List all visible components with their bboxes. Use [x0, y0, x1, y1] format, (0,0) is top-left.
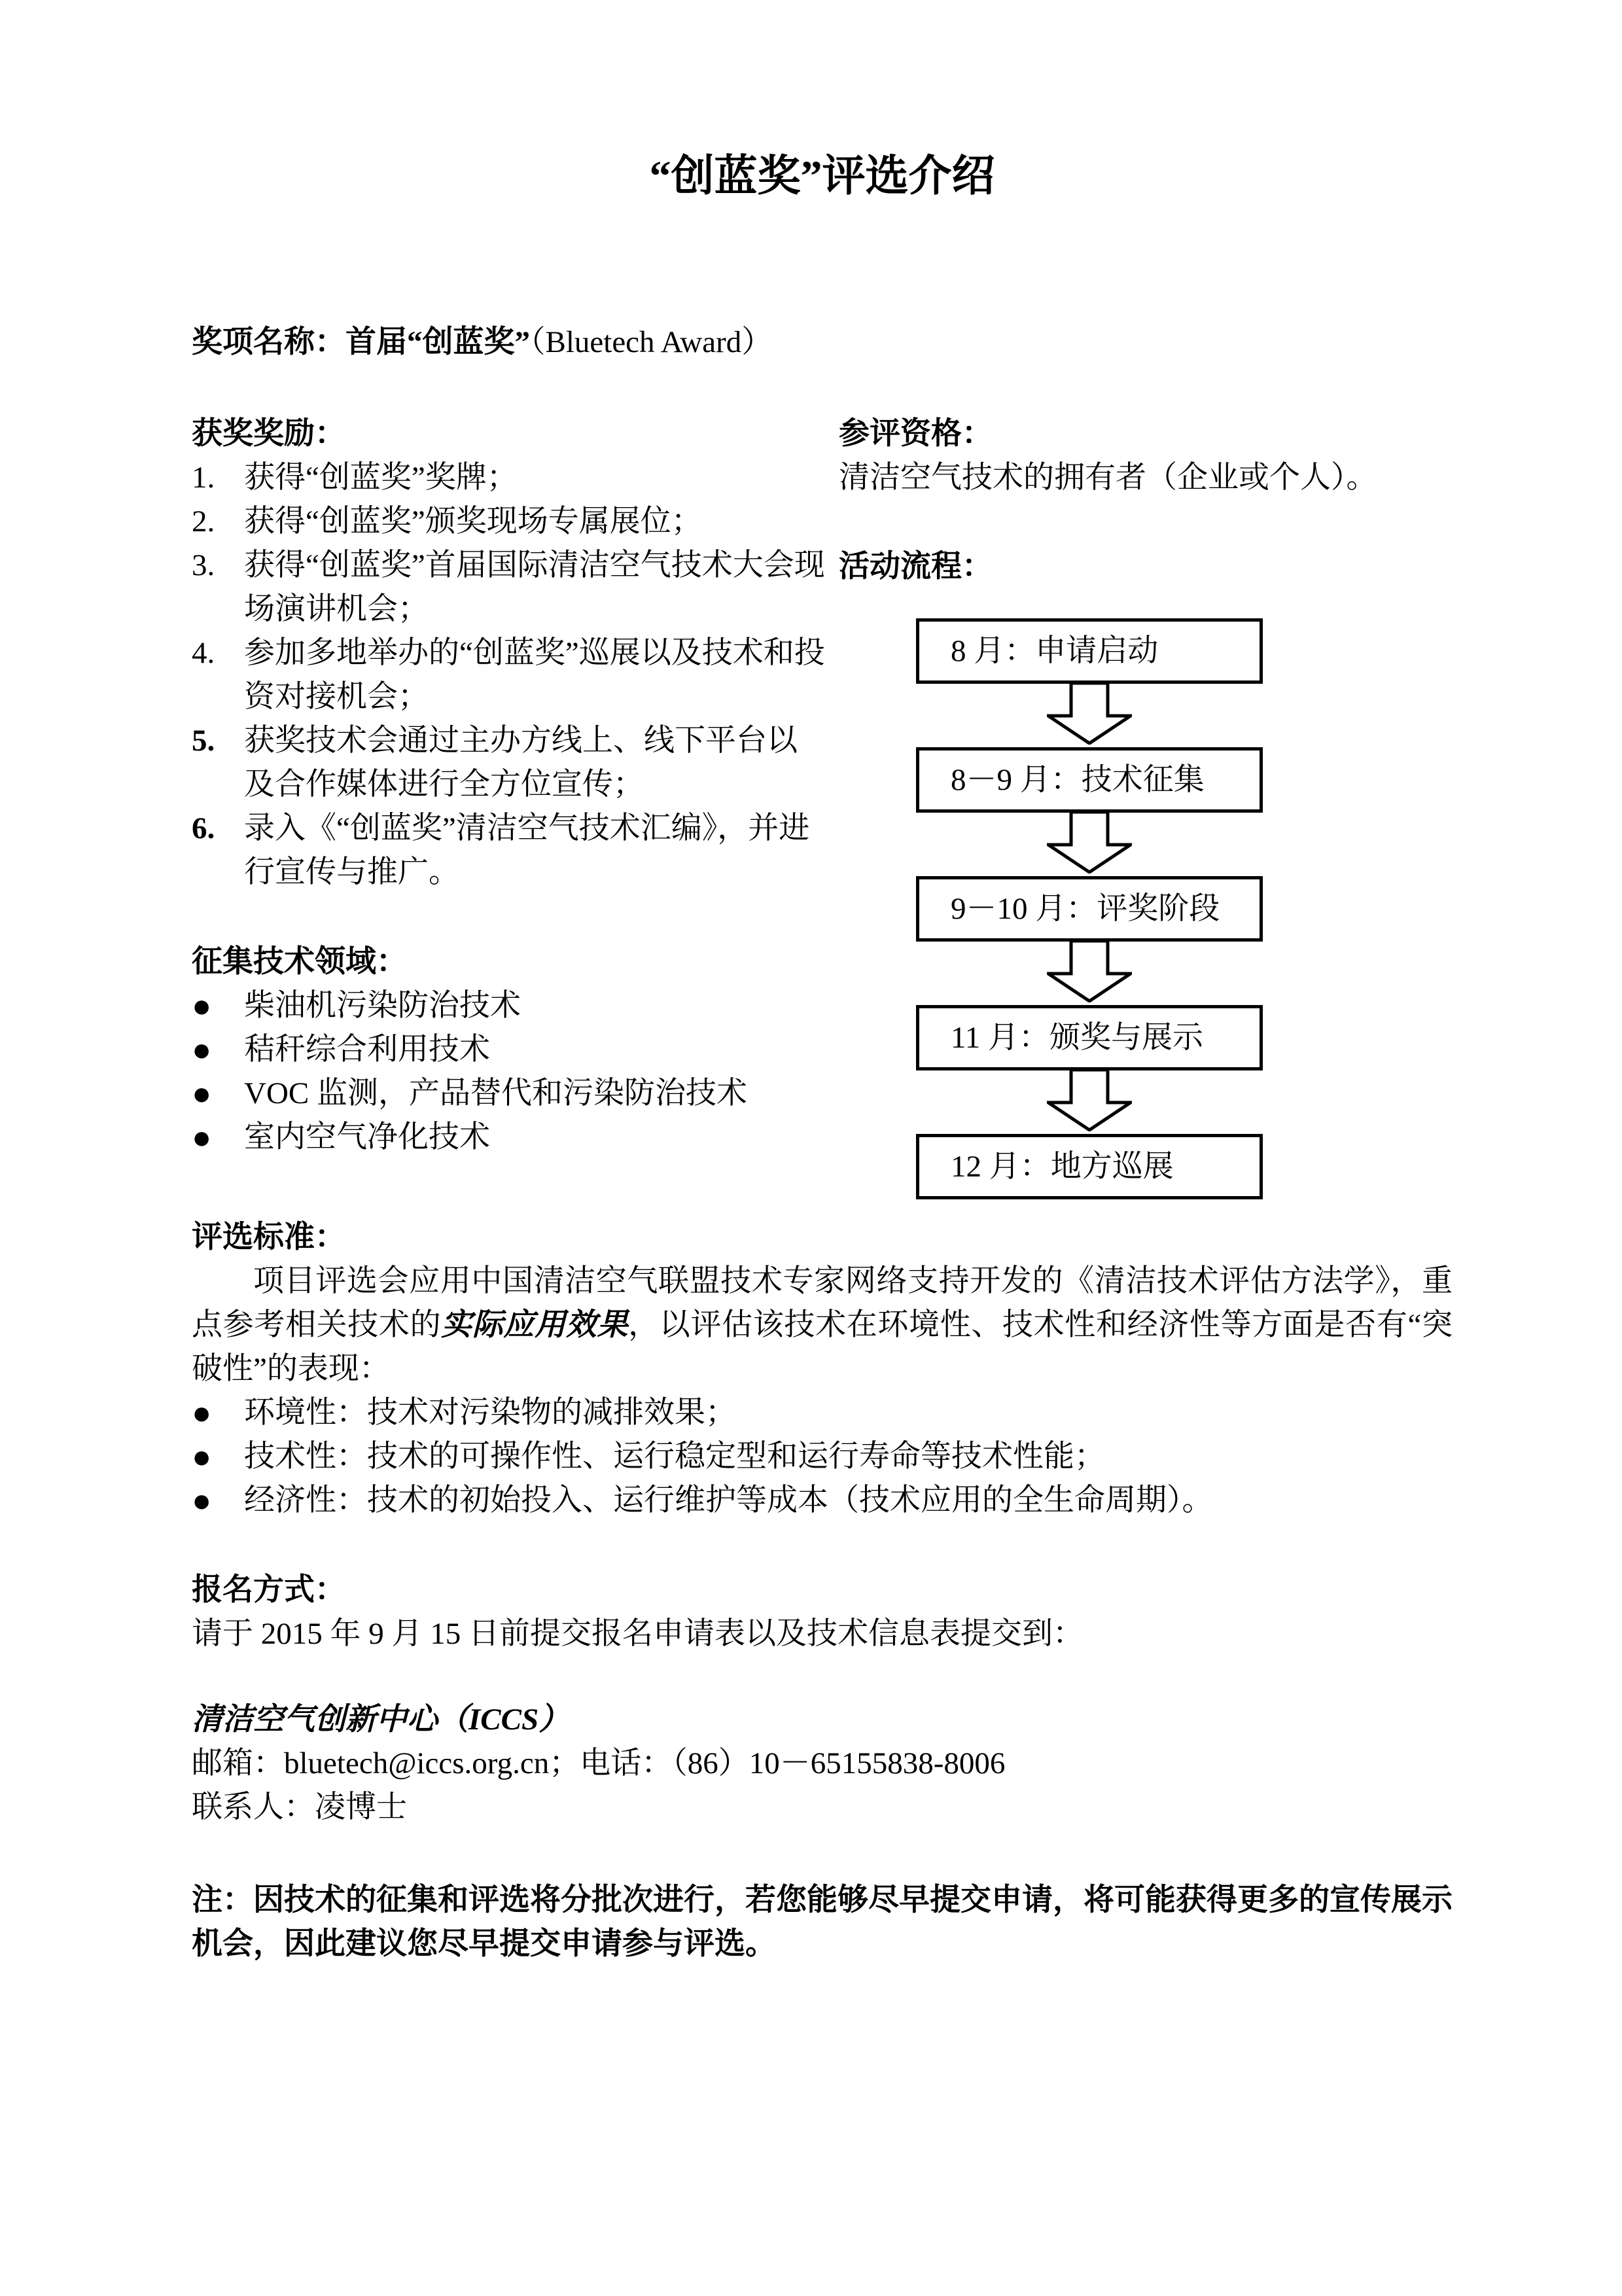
qualification-text: 清洁空气技术的拥有者（企业或个人）。 [839, 461, 1377, 495]
phone-label: ；电话： [549, 1746, 673, 1780]
bullet-icon: ● [192, 1394, 212, 1431]
rewards-list [192, 456, 826, 894]
email-address: bluetech@iccs.org.cn [284, 1746, 550, 1780]
fields-list-item [192, 1072, 826, 1116]
flow-connector [916, 942, 1263, 1005]
fields-list-item [192, 1028, 826, 1072]
rewards-list-item [192, 500, 826, 544]
fields-list-item [192, 984, 826, 1028]
rewards-list-item [192, 456, 826, 500]
fields-list [192, 984, 826, 1159]
list-number: 5. [192, 724, 215, 758]
flow-step [839, 1134, 1453, 1199]
list-number: 2. [192, 504, 215, 539]
flow-step-box [916, 747, 1263, 813]
flow-step-label: 11 月：颁奖与展示 [951, 1020, 1204, 1055]
fields-item-text: 室内空气净化技术 [244, 1120, 490, 1154]
page-title: “创蓝奖”评选介绍 [649, 152, 995, 200]
flow-connector [916, 813, 1263, 876]
contact-person: 联系人：凌博士 [192, 1790, 407, 1824]
two-column-section [192, 412, 1453, 1199]
criteria-text-emphasis: 实际应用效果 [441, 1308, 629, 1342]
rewards-list-item [192, 631, 826, 719]
criteria-list [192, 1391, 1453, 1523]
rewards-item-text: 获得“创蓝奖”奖牌； [244, 461, 518, 495]
flow-step-label: 12 月：地方巡展 [951, 1149, 1174, 1184]
flow-step-label: 8 月：申请启动 [951, 633, 1159, 668]
flow-step-label: 8－9 月：技术征集 [951, 762, 1205, 797]
fields-list-item [192, 1116, 826, 1159]
award-name-bold: 奖项名称：首届“创蓝奖” [192, 325, 530, 359]
flow-step-box [916, 1005, 1263, 1070]
criteria-list-item [192, 1435, 1453, 1479]
flow-step-box [916, 618, 1263, 684]
registration-heading: 报名方式： [192, 1573, 345, 1607]
rewards-list-item [192, 807, 826, 894]
rewards-item-text: 获得“创蓝奖”颁奖现场专属展位； [244, 504, 702, 539]
note-paragraph: 注：因技术的征集和评选将分批次进行，若您能够尽早提交申请，将可能获得更多的宣传展示机会，因此建议您尽早提交申请参与评选。 [192, 1883, 1453, 1961]
flow-step-label: 9－10 月：评奖阶段 [951, 891, 1220, 926]
flow-step [839, 1005, 1453, 1134]
down-arrow-icon [1047, 813, 1132, 876]
rewards-item-text: 录入《“创蓝奖”清洁空气技术汇编》，并进行宣传与推广。 [244, 811, 810, 889]
criteria-heading: 评选标准： [192, 1220, 345, 1254]
rewards-heading: 获奖奖励： [192, 417, 345, 451]
fields-item-text: 柴油机污染防治技术 [244, 989, 521, 1023]
right-column [839, 412, 1453, 1199]
criteria-text-pre: 项目评选会应用中国清洁空气联盟技术专家网络支持开发的《清洁技术评估方法学》，重点参考相关技术的 [192, 1264, 1453, 1342]
criteria-list-item [192, 1391, 1453, 1435]
flow-connector [916, 1070, 1263, 1134]
criteria-item-text: 技术性：技术的可操作性、运行稳定型和运行寿命等技术性能； [244, 1439, 1105, 1474]
fields-item-text: 秸秆综合利用技术 [244, 1033, 490, 1067]
left-column [192, 412, 826, 1159]
bullet-icon: ● [192, 1031, 212, 1068]
rewards-item-text: 获奖技术会通过主办方线上、线下平台以及合作媒体进行全方位宣传； [244, 724, 798, 802]
rewards-list-item [192, 719, 826, 807]
award-name-line [192, 321, 1453, 364]
rewards-item-text: 获得“创蓝奖”首届国际清洁空气技术大会现场演讲机会； [244, 548, 825, 626]
flow-step [839, 618, 1453, 747]
list-number: 3. [192, 548, 215, 582]
organization-name: 清洁空气创新中心（ICCS） [192, 1703, 570, 1737]
criteria-paragraph [192, 1260, 1453, 1391]
bullet-icon: ● [192, 987, 212, 1024]
process-flowchart [839, 618, 1453, 1199]
bullet-icon: ● [192, 1075, 212, 1112]
down-arrow-icon [1047, 942, 1132, 1005]
process-heading: 活动流程： [839, 550, 993, 584]
flow-step-box [916, 876, 1263, 942]
bullet-icon: ● [192, 1438, 212, 1475]
registration-text: 请于 2015 年 9 月 15 日前提交报名申请表以及技术信息表提交到： [192, 1617, 1084, 1651]
list-number: 1. [192, 461, 215, 495]
award-name-english: （Bluetech Award） [530, 325, 773, 359]
contact-line [192, 1742, 1453, 1786]
phone-number: （86）10－65155838-8006 [672, 1746, 1006, 1780]
list-number: 6. [192, 811, 215, 845]
email-label: 邮箱： [192, 1746, 284, 1780]
criteria-list-item [192, 1479, 1453, 1523]
fields-item-text: VOC 监测，产品替代和污染防治技术 [244, 1076, 747, 1110]
list-number: 4. [192, 636, 215, 670]
down-arrow-icon [1047, 1070, 1132, 1134]
bullet-icon: ● [192, 1119, 212, 1156]
bullet-icon: ● [192, 1482, 212, 1519]
down-arrow-icon [1047, 684, 1132, 747]
flow-step [839, 876, 1453, 1005]
rewards-item-text: 参加多地举办的“创蓝奖”巡展以及技术和投资对接机会； [244, 636, 825, 714]
rewards-list-item [192, 544, 826, 631]
fields-heading: 征集技术领域： [192, 945, 407, 979]
criteria-text-post: ，以评估该技术在环境性、技术性和经济性等方面是否有“突破性”的表现： [192, 1308, 1453, 1386]
flow-step [839, 747, 1453, 876]
flow-connector [916, 684, 1263, 747]
qualification-heading: 参评资格： [839, 417, 993, 451]
flow-step-box [916, 1134, 1263, 1199]
criteria-item-text: 环境性：技术对污染物的减排效果； [244, 1396, 736, 1430]
criteria-item-text: 经济性：技术的初始投入、运行维护等成本（技术应用的全生命周期）。 [244, 1483, 1213, 1517]
